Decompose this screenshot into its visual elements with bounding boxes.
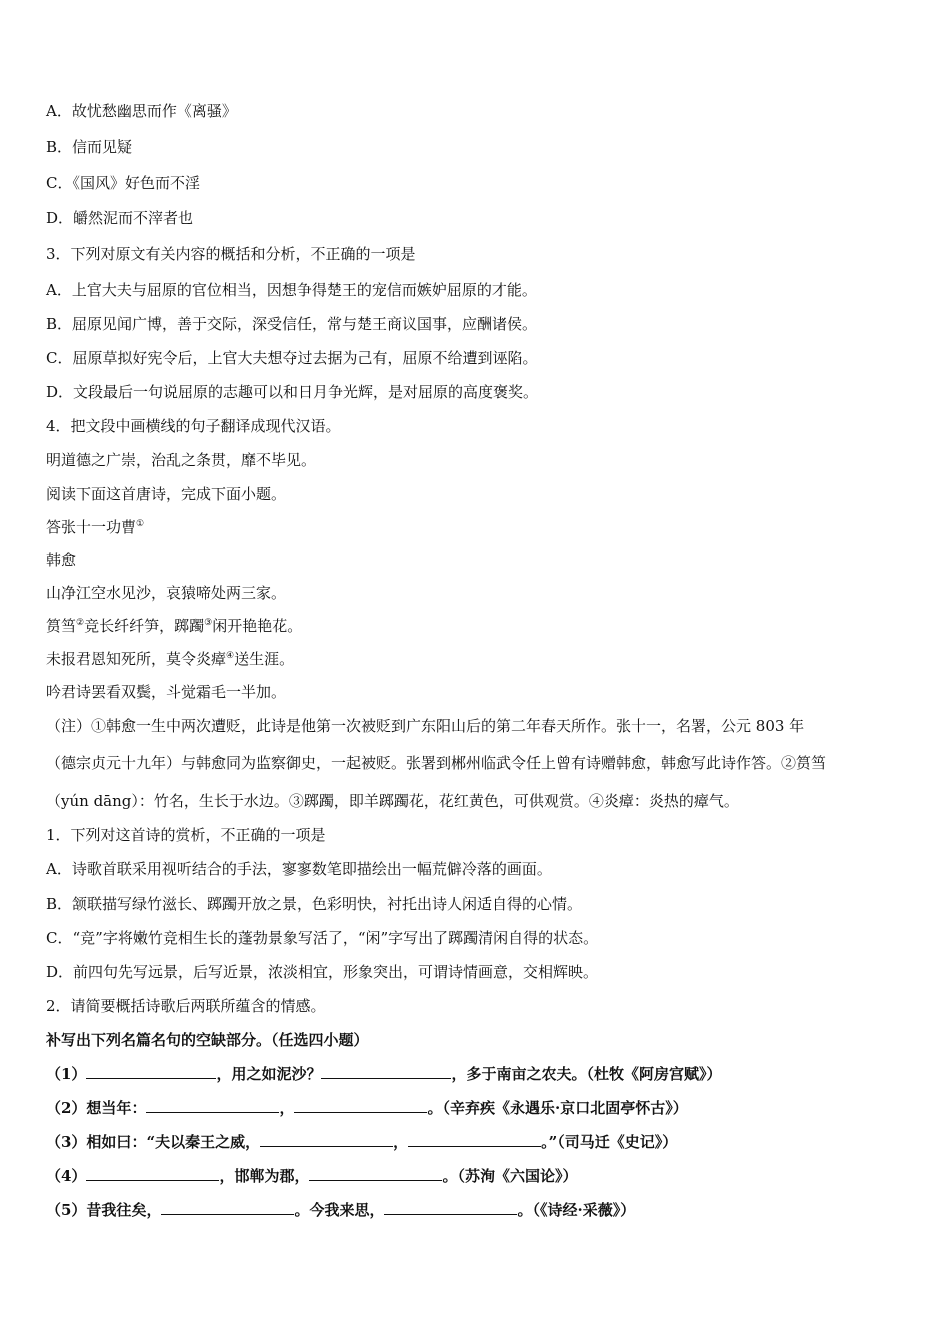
q2-option-d: D．皭然泥而不滓者也 (46, 209, 194, 227)
q4-stem: 4．把文段中画横线的句子翻译成现代汉语。 (46, 417, 341, 435)
fill-blank[interactable] (161, 1200, 294, 1215)
fill-blank[interactable] (86, 1064, 216, 1079)
fill-item-1-text-1: ，用之如泥沙？ (216, 1065, 322, 1083)
poem-line-2 (46, 615, 910, 637)
fill-blank[interactable] (146, 1098, 279, 1113)
q3-option-b: B．屈原见闻广博，善于交际，深受信任，常与楚王商议国事，应酬诸侯。 (46, 315, 538, 333)
q2-option-b: B．信而见疑 (46, 138, 133, 156)
poem-line-3-mark: ④ (226, 651, 235, 661)
fill-item-3-text-2: 。”（司马迁《史记》） (541, 1133, 678, 1151)
fill-blank[interactable] (260, 1132, 393, 1147)
q3-option-c: C．屈原草拟好宪令后，上官大夫想夺过去据为己有，屈原不给遭到诬陷。 (46, 349, 538, 367)
fill-item-2-num: （2）想当年： (46, 1099, 147, 1117)
fill-item-5-text-1: 。今我来思， (294, 1201, 385, 1219)
poem-q1-option-a: A．诗歌首联采用视听结合的手法，寥寥数笔即描绘出一幅荒僻冷落的画面。 (46, 860, 552, 878)
poem-line-1: 山净江空水见沙，哀猿啼处两三家。 (46, 584, 287, 602)
poem-q1-stem: 1．下列对这首诗的赏析，不正确的一项是 (46, 826, 326, 844)
fill-title: 补写出下列名篇名句的空缺部分。（任选四小题） (46, 1031, 369, 1049)
fill-item-4-num: （4） (46, 1167, 87, 1185)
poem-line-3 (46, 648, 910, 670)
fill-item-1-text-2: ，多于南亩之农夫。（杜牧《阿房宫赋》） (451, 1065, 722, 1083)
poem-line-3-a: 未报君恩知死所，莫令炎瘴 (46, 650, 227, 668)
poem-line-2-mark-2: ③ (204, 618, 213, 628)
q3-option-a: A．上官大夫与屈原的官位相当，因想争得楚王的宠信而嫉妒屈原的才能。 (46, 281, 537, 299)
poem-line-2-c: 闲开艳艳花。 (212, 617, 303, 635)
fill-item-5 (46, 1199, 910, 1221)
poem-q2-stem: 2．请简要概括诗歌后两联所蕴含的情感。 (46, 997, 326, 1015)
q2-option-c: C．《国风》好色而不淫 (46, 174, 200, 192)
fill-item-3-num: （3）相如曰：“夫以秦王之威， (46, 1133, 261, 1151)
poem-note-1: （注）①韩愈一生中两次遭贬，此诗是他第一次被贬到广东阳山后的第二年春天所作。张十一，名署，公元 803 年 (46, 717, 805, 735)
poem-intro: 阅读下面这首唐诗，完成下面小题。 (46, 485, 287, 503)
fill-item-3 (46, 1131, 910, 1153)
fill-blank[interactable] (408, 1132, 541, 1147)
fill-item-3-text-1: ， (393, 1133, 409, 1151)
poem-q1-option-d: D．前四句先写远景，后写近景，浓淡相宜，形象突出，可谓诗情画意，交相辉映。 (46, 963, 599, 981)
fill-item-4 (46, 1165, 910, 1187)
fill-blank[interactable] (86, 1166, 219, 1181)
poem-title-mark: ① (136, 519, 145, 529)
poem-note-2: （德宗贞元十九年）与韩愈同为监察御史，一起被贬。张署到郴州临武令任上曾有诗赠韩愈，韩愈写此诗作答。②筼筜 (46, 754, 827, 772)
fill-blank[interactable] (321, 1064, 451, 1079)
poem-title-text: 答张十一功曹 (46, 518, 137, 536)
q2-option-a: A．故忧愁幽思而作《离骚》 (46, 102, 237, 120)
poem-line-2-b: 竞长纤纤笋，踯躅 (84, 617, 205, 635)
q3-stem: 3．下列对原文有关内容的概括和分析，不正确的一项是 (46, 245, 416, 263)
poem-q1-option-b: B．颔联描写绿竹滋长、踯躅开放之景，色彩明快，衬托出诗人闲适自得的心情。 (46, 895, 583, 913)
fill-item-2 (46, 1097, 910, 1119)
poem-line-2-a: 筼筜 (46, 617, 77, 635)
poem-note-3: （yún dāng）：竹名，生长于水边。③踯躅，即羊踯躅花，花红黄色，可供观赏。④炎瘴：炎热的瘴气。 (46, 792, 739, 810)
fill-item-5-text-2: 。（《诗经·采薇》） (517, 1201, 636, 1219)
fill-blank[interactable] (384, 1200, 517, 1215)
fill-item-5-num: （5）昔我往矣， (46, 1201, 162, 1219)
poem-q1-option-c: C．“竞”字将嫩竹竞相生长的蓬勃景象写活了，“闲”字写出了踯躅清闲自得的状态。 (46, 929, 599, 947)
fill-item-4-text-1: ，邯郸为郡， (219, 1167, 310, 1185)
fill-blank[interactable] (294, 1098, 427, 1113)
poem-author: 韩愈 (46, 551, 77, 569)
fill-item-2-text-2: 。（辛弃疾《永遇乐·京口北固亭怀古》） (427, 1099, 688, 1117)
fill-item-4-text-2: 。（苏洵《六国论》） (442, 1167, 578, 1185)
fill-item-1 (46, 1063, 910, 1085)
q3-option-d: D．文段最后一句说屈原的志趣可以和日月争光辉，是对屈原的高度褒奖。 (46, 383, 539, 401)
poem-line-3-b: 送生涯。 (234, 650, 295, 668)
poem-title (46, 516, 910, 538)
poem-line-2-mark-1: ② (76, 618, 85, 628)
poem-line-4: 吟君诗罢看双鬓，斗觉霜毛一半加。 (46, 683, 287, 701)
q4-sentence: 明道德之广崇，治乱之条贯，靡不毕见。 (46, 451, 317, 469)
fill-item-2-text-1: ， (279, 1099, 295, 1117)
fill-blank[interactable] (309, 1166, 442, 1181)
fill-item-1-num: （1） (46, 1065, 87, 1083)
